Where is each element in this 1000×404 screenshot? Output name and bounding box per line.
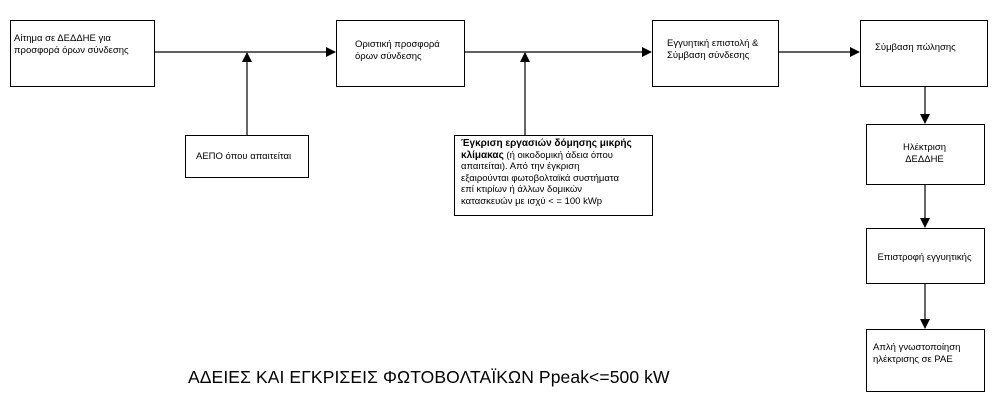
step-small-works-line4: εξαιρούνται φωτοβολταϊκά συστήματα	[461, 172, 620, 184]
step-notification-line1: Απλή γνωστοποίηση	[873, 342, 961, 353]
step-notification-box	[866, 329, 985, 392]
step-notification-line2: ηλέκτρισης σε ΡΑΕ	[873, 353, 953, 365]
step-small-works-line2-bold: κλίμακας	[461, 149, 504, 161]
step-guarantee-contract-line2: Σύμβαση σύνδεσης	[667, 49, 750, 61]
step-application-line2: προσφορά όρων σύνδεσης	[14, 44, 129, 56]
step-sale-contract-box	[860, 20, 988, 87]
step-final-offer-line1: Οριστική προσφορά	[355, 39, 440, 50]
step-energization-line1: Ηλέκτριση	[902, 142, 946, 153]
step-application-line1: Αίτημα σε ΔΕΔΔΗΕ για	[14, 33, 111, 44]
step-small-works-line5: επί κτιρίων ή άλλων δομικών	[461, 184, 583, 195]
step-small-works-line3: απαιτείται). Από την έγκριση	[461, 161, 580, 172]
step-final-offer-line2: όρων σύνδεσης	[355, 50, 422, 62]
step-small-works-line6: κατασκευών με ισχύ < = 100 kWp	[461, 195, 603, 207]
step-aepo-box	[185, 135, 309, 178]
step-aepo-line1: ΑΕΠΟ όπου απαιτείται	[196, 151, 292, 162]
step-energization-line2: ΔΕΔΔΗΕ	[905, 153, 944, 165]
step-guarantee-return-line1: Επιστροφή εγγυητικής	[877, 252, 972, 263]
step-energization-box	[866, 124, 985, 185]
step-small-works-line1: Έγκριση εργασιών δόμησης μικρής	[461, 138, 632, 149]
step-sale-contract-line1: Σύμβαση πώλησης	[875, 42, 956, 53]
diagram-caption: ΑΔΕΙΕΣ ΚΑΙ ΕΓΚΡΙΣΕΙΣ ΦΩΤΟΒΟΛΤΑΪΚΩΝ Ppeak<=500 kW	[188, 367, 670, 387]
step-small-works-line2-rest: (ή οικοδομική άδεια όπου	[503, 149, 613, 161]
step-small-works-box	[454, 135, 653, 216]
step-application-box	[10, 20, 155, 87]
step-guarantee-contract-box	[652, 20, 779, 87]
step-final-offer-box	[336, 20, 465, 87]
step-guarantee-contract-line1: Εγγυητική επιστολή &	[667, 38, 759, 49]
step-guarantee-return-box	[866, 228, 985, 284]
